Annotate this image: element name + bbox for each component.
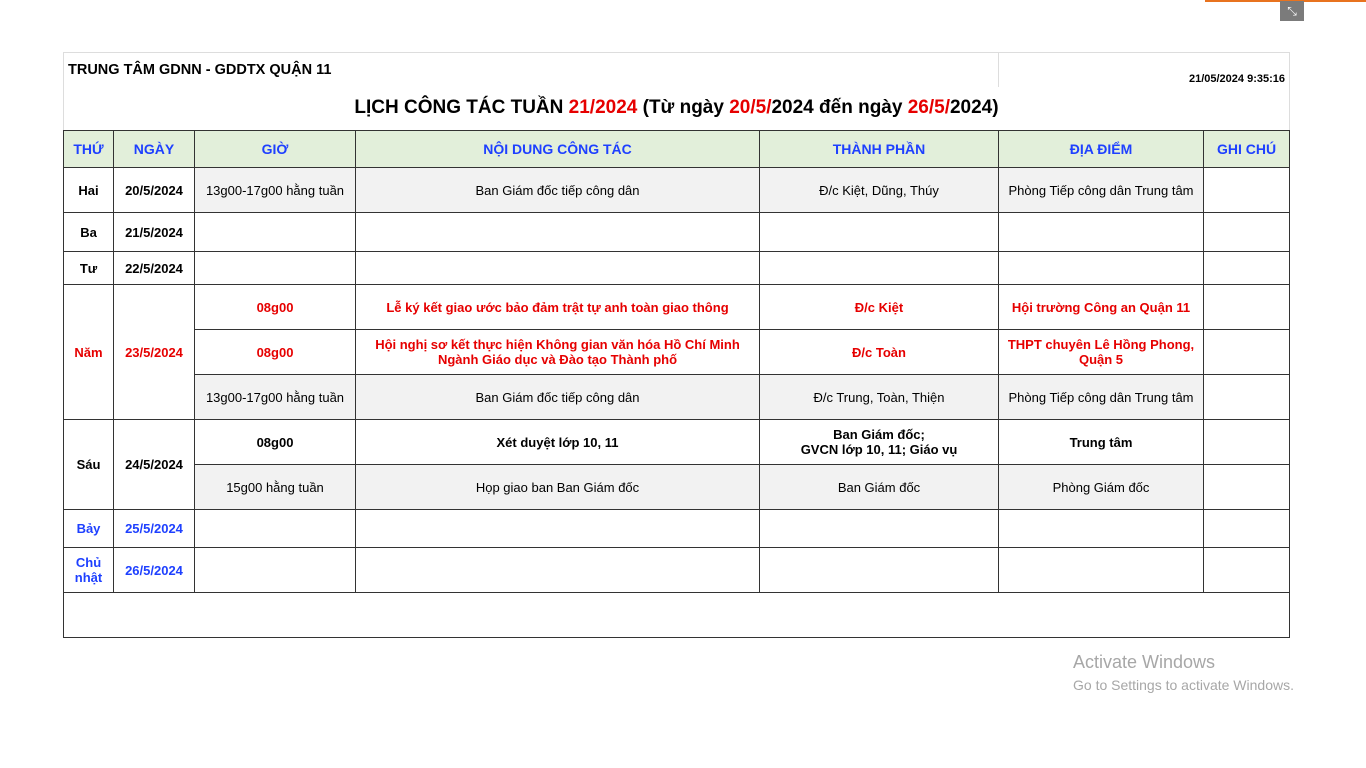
day-label: Bảy	[64, 510, 114, 548]
table-row	[64, 375, 1290, 420]
timestamp: 21/05/2024 9:35:16	[999, 53, 1290, 87]
table-row	[64, 252, 1290, 285]
date-cell: 24/5/2024	[114, 420, 195, 510]
day-label: Chủ nhật	[64, 548, 114, 593]
location-cell: Trung tâm	[999, 420, 1204, 465]
content-cell: Ban Giám đốc tiếp công dân	[356, 168, 760, 213]
day-label: Năm	[64, 285, 114, 420]
content-cell: Hội nghị sơ kết thực hiện Không gian văn hóa Hồ Chí Minh Ngành Giáo dục và Đào tạo Thành phố	[356, 330, 760, 375]
date-cell: 25/5/2024	[114, 510, 195, 548]
table-row	[64, 213, 1290, 252]
date-cell: 22/5/2024	[114, 252, 195, 285]
footer-cell	[64, 593, 1290, 638]
time-cell	[195, 548, 356, 593]
content-cell: Họp giao ban Ban Giám đốc	[356, 465, 760, 510]
time-cell: 08g00	[195, 285, 356, 330]
participants-cell: Đ/c Kiệt	[760, 285, 999, 330]
location-cell	[999, 510, 1204, 548]
time-cell: 08g00	[195, 420, 356, 465]
location-cell	[999, 252, 1204, 285]
content-cell: Xét duyệt lớp 10, 11	[356, 420, 760, 465]
day-label: Ba	[64, 213, 114, 252]
participants-cell	[760, 510, 999, 548]
date-cell: 21/5/2024	[114, 213, 195, 252]
column-header-row	[64, 131, 1290, 168]
participants-cell: Đ/c Kiệt, Dũng, Thúy	[760, 168, 999, 213]
watermark-title: Activate Windows	[1073, 652, 1216, 672]
location-cell: Phòng Giám đốc	[999, 465, 1204, 510]
participants-cell	[760, 213, 999, 252]
note-cell	[1204, 330, 1290, 375]
note-cell	[1204, 213, 1290, 252]
time-cell	[195, 510, 356, 548]
participants-cell	[760, 252, 999, 285]
note-cell	[1204, 168, 1290, 213]
table-row	[64, 548, 1290, 593]
date-cell: 20/5/2024	[114, 168, 195, 213]
day-label: Tư	[64, 252, 114, 285]
watermark-subtitle: Go to Settings to activate Windows.	[1073, 677, 1294, 693]
content-cell: Lễ ký kết giao ước bảo đảm trật tự anh toàn giao thông	[356, 285, 760, 330]
table-row	[64, 465, 1290, 510]
col-dia-diem: ĐỊA ĐIỂM	[999, 131, 1204, 168]
organization-name: TRUNG TÂM GDNN - GDDTX QUẬN 11	[64, 53, 999, 87]
col-gio: GIỜ	[195, 131, 356, 168]
note-cell	[1204, 510, 1290, 548]
time-cell	[195, 213, 356, 252]
note-cell	[1204, 252, 1290, 285]
note-cell	[1204, 465, 1290, 510]
content-cell	[356, 252, 760, 285]
footer-row	[64, 593, 1290, 638]
time-cell: 15g00 hằng tuần	[195, 465, 356, 510]
participants-cell: Đ/c Trung, Toàn, Thiện	[760, 375, 999, 420]
location-cell: Hội trường Công an Quận 11	[999, 285, 1204, 330]
participants-cell: Ban Giám đốc; GVCN lớp 10, 11; Giáo vụ	[760, 420, 999, 465]
location-cell: Phòng Tiếp công dân Trung tâm	[999, 168, 1204, 213]
note-cell	[1204, 548, 1290, 593]
content-cell	[356, 213, 760, 252]
location-cell	[999, 548, 1204, 593]
content-cell	[356, 548, 760, 593]
day-label: Sáu	[64, 420, 114, 510]
table-row	[64, 330, 1290, 375]
schedule-table	[63, 52, 1290, 638]
content-cell: Ban Giám đốc tiếp công dân	[356, 375, 760, 420]
col-thu: THỨ	[64, 131, 114, 168]
participants-cell: Đ/c Toàn	[760, 330, 999, 375]
time-cell: 13g00-17g00 hằng tuần	[195, 375, 356, 420]
col-thanh-phan: THÀNH PHẦN	[760, 131, 999, 168]
time-cell	[195, 252, 356, 285]
page-title: LỊCH CÔNG TÁC TUẦN 21/2024 (Từ ngày 20/5/2024 đến ngày 26/5/2024)	[64, 87, 1290, 131]
location-cell	[999, 213, 1204, 252]
time-cell: 08g00	[195, 330, 356, 375]
table-row	[64, 510, 1290, 548]
note-cell	[1204, 420, 1290, 465]
date-cell: 26/5/2024	[114, 548, 195, 593]
table-row	[64, 168, 1290, 213]
note-cell	[1204, 375, 1290, 420]
participants-cell: Ban Giám đốc	[760, 465, 999, 510]
day-label: Hai	[64, 168, 114, 213]
location-cell: THPT chuyên Lê Hồng Phong, Quận 5	[999, 330, 1204, 375]
content-cell	[356, 510, 760, 548]
col-ngay: NGÀY	[114, 131, 195, 168]
collapse-arrows-icon[interactable]: ⤡	[1280, 1, 1304, 21]
table-row	[64, 420, 1290, 465]
time-cell: 13g00-17g00 hằng tuần	[195, 168, 356, 213]
activate-windows-watermark	[1073, 652, 1294, 693]
table-row	[64, 285, 1290, 330]
participants-cell	[760, 548, 999, 593]
col-noi-dung: NỘI DUNG CÔNG TÁC	[356, 131, 760, 168]
location-cell: Phòng Tiếp công dân Trung tâm	[999, 375, 1204, 420]
col-ghi-chu: GHI CHÚ	[1204, 131, 1290, 168]
date-cell: 23/5/2024	[114, 285, 195, 420]
note-cell	[1204, 285, 1290, 330]
